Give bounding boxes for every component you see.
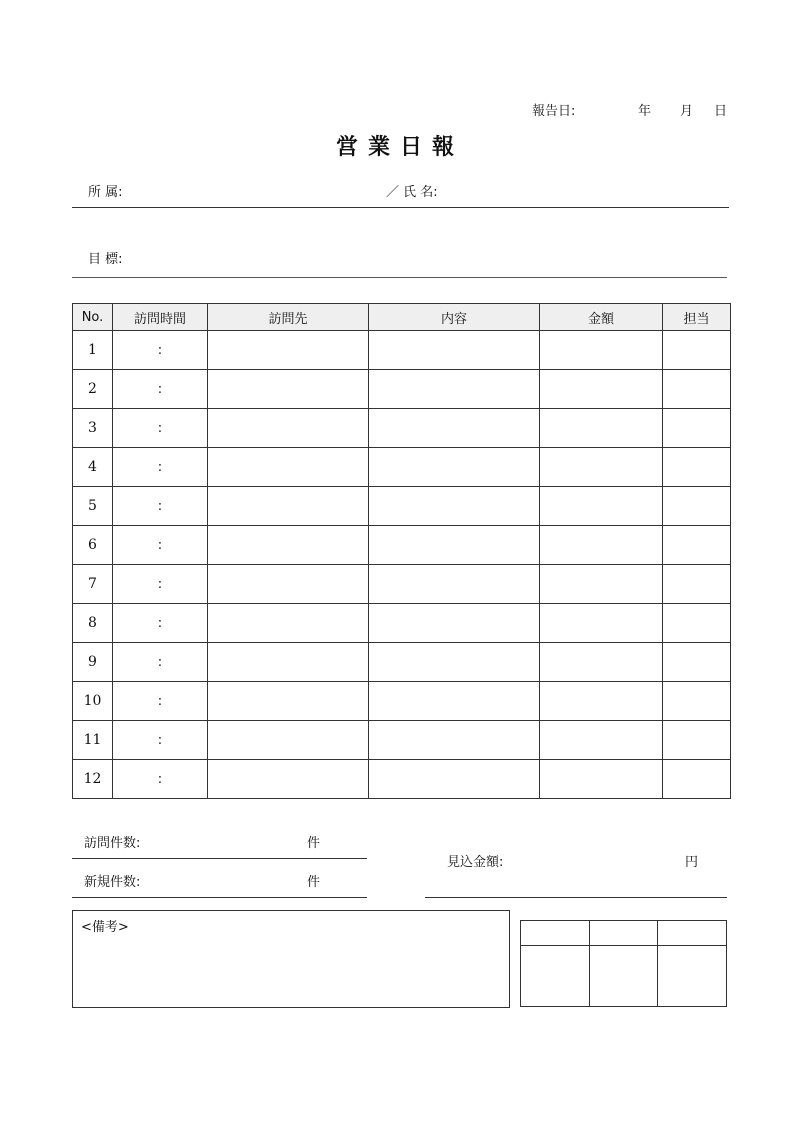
stamp-header-row [521, 921, 727, 946]
content-cell[interactable] [369, 565, 540, 604]
visit-count-label: 訪問件数: [84, 836, 141, 851]
person-cell[interactable] [663, 643, 731, 682]
stamp-header-cell[interactable] [589, 921, 658, 946]
destination-cell[interactable] [208, 682, 369, 721]
table-header-row [73, 304, 731, 331]
name-label: ／ 氏 名: [386, 185, 438, 200]
amount-cell[interactable] [540, 370, 663, 409]
goal-input[interactable] [140, 243, 725, 273]
content-cell[interactable] [369, 604, 540, 643]
row-number: 11 [73, 721, 113, 760]
amount-cell[interactable] [540, 721, 663, 760]
amount-cell[interactable] [540, 487, 663, 526]
header-person: 担当 [663, 304, 731, 331]
row-number: 5 [73, 487, 113, 526]
person-cell[interactable] [663, 370, 731, 409]
year-label: 年 [638, 104, 652, 119]
destination-cell[interactable] [208, 487, 369, 526]
amount-cell[interactable] [540, 448, 663, 487]
header-no: No. [73, 304, 113, 331]
page-title: 営業日報 [335, 135, 464, 160]
month-label: 月 [680, 104, 694, 119]
visit-time-cell[interactable]: : [113, 448, 208, 487]
visit-time-cell[interactable]: : [113, 565, 208, 604]
content-cell[interactable] [369, 760, 540, 799]
person-cell[interactable] [663, 760, 731, 799]
table-row [73, 565, 731, 604]
new-count-input[interactable] [160, 867, 300, 893]
new-count-unit: 件 [307, 875, 321, 890]
amount-cell[interactable] [540, 643, 663, 682]
day-label: 日 [714, 104, 728, 119]
amount-cell[interactable] [540, 604, 663, 643]
table-row [73, 760, 731, 799]
affiliation-label: 所 属: [88, 185, 123, 200]
content-cell[interactable] [369, 721, 540, 760]
visit-time-cell[interactable]: : [113, 409, 208, 448]
expected-amount-underline [425, 897, 727, 898]
row-number: 8 [73, 604, 113, 643]
table-row [73, 643, 731, 682]
destination-cell[interactable] [208, 370, 369, 409]
approval-stamp-table [520, 920, 727, 1007]
person-cell[interactable] [663, 487, 731, 526]
table-row [73, 487, 731, 526]
visit-time-cell[interactable]: : [113, 487, 208, 526]
new-count-label: 新規件数: [84, 875, 141, 890]
remarks-label: <備考> [81, 920, 129, 935]
destination-cell[interactable] [208, 604, 369, 643]
table-row [73, 331, 731, 370]
table-row [73, 526, 731, 565]
stamp-body-row [521, 946, 727, 1007]
person-cell[interactable] [663, 526, 731, 565]
table-row [73, 370, 731, 409]
table-row [73, 448, 731, 487]
row-number: 7 [73, 565, 113, 604]
content-cell[interactable] [369, 370, 540, 409]
remarks-box[interactable] [72, 910, 510, 1008]
row-number: 9 [73, 643, 113, 682]
destination-cell[interactable] [208, 448, 369, 487]
content-cell[interactable] [369, 682, 540, 721]
amount-cell[interactable] [540, 565, 663, 604]
destination-cell[interactable] [208, 331, 369, 370]
table-row [73, 682, 731, 721]
destination-cell[interactable] [208, 526, 369, 565]
affiliation-name-underline [72, 207, 729, 208]
stamp-header-cell[interactable] [521, 921, 590, 946]
row-number: 2 [73, 370, 113, 409]
person-cell[interactable] [663, 331, 731, 370]
visit-time-cell[interactable]: : [113, 526, 208, 565]
visit-time-cell[interactable]: : [113, 721, 208, 760]
expected-amount-label: 見込金額: [447, 855, 504, 870]
content-cell[interactable] [369, 331, 540, 370]
name-input[interactable] [460, 176, 725, 204]
visit-time-cell[interactable]: : [113, 370, 208, 409]
header-visit-time: 訪問時間 [113, 304, 208, 331]
row-number: 6 [73, 526, 113, 565]
person-cell[interactable] [663, 409, 731, 448]
visit-time-cell[interactable]: : [113, 604, 208, 643]
stamp-header-cell[interactable] [658, 921, 727, 946]
visit-table [72, 303, 731, 799]
destination-cell[interactable] [208, 760, 369, 799]
affiliation-input[interactable] [140, 176, 375, 204]
person-cell[interactable] [663, 604, 731, 643]
expected-amount-unit: 円 [685, 855, 699, 870]
expected-amount-input[interactable] [520, 847, 680, 875]
row-number: 4 [73, 448, 113, 487]
report-date-label: 報告日: [532, 104, 576, 119]
row-number: 10 [73, 682, 113, 721]
content-cell[interactable] [369, 448, 540, 487]
amount-cell[interactable] [540, 760, 663, 799]
destination-cell[interactable] [208, 721, 369, 760]
amount-cell[interactable] [540, 409, 663, 448]
stamp-cell[interactable] [589, 946, 658, 1007]
person-cell[interactable] [663, 682, 731, 721]
table-row [73, 409, 731, 448]
visit-time-cell[interactable]: : [113, 682, 208, 721]
destination-cell[interactable] [208, 643, 369, 682]
content-cell[interactable] [369, 487, 540, 526]
table-row [73, 721, 731, 760]
visit-time-cell[interactable]: : [113, 643, 208, 682]
visit-time-cell[interactable]: : [113, 331, 208, 370]
destination-cell[interactable] [208, 565, 369, 604]
new-count-underline [72, 897, 367, 898]
person-cell[interactable] [663, 565, 731, 604]
goal-label: 目 標: [88, 252, 123, 267]
row-number: 1 [73, 331, 113, 370]
table-row [73, 604, 731, 643]
header-destination: 訪問先 [208, 304, 369, 331]
header-content: 内容 [369, 304, 540, 331]
visit-time-cell[interactable]: : [113, 760, 208, 799]
content-cell[interactable] [369, 409, 540, 448]
person-cell[interactable] [663, 448, 731, 487]
destination-cell[interactable] [208, 409, 369, 448]
visit-count-input[interactable] [160, 828, 300, 854]
amount-cell[interactable] [540, 331, 663, 370]
stamp-cell[interactable] [658, 946, 727, 1007]
stamp-cell[interactable] [521, 946, 590, 1007]
header-amount: 金額 [540, 304, 663, 331]
content-cell[interactable] [369, 526, 540, 565]
person-cell[interactable] [663, 721, 731, 760]
row-number: 12 [73, 760, 113, 799]
visit-count-unit: 件 [307, 836, 321, 851]
content-cell[interactable] [369, 643, 540, 682]
amount-cell[interactable] [540, 526, 663, 565]
amount-cell[interactable] [540, 682, 663, 721]
row-number: 3 [73, 409, 113, 448]
visit-count-underline [72, 858, 367, 859]
goal-underline [72, 277, 727, 278]
